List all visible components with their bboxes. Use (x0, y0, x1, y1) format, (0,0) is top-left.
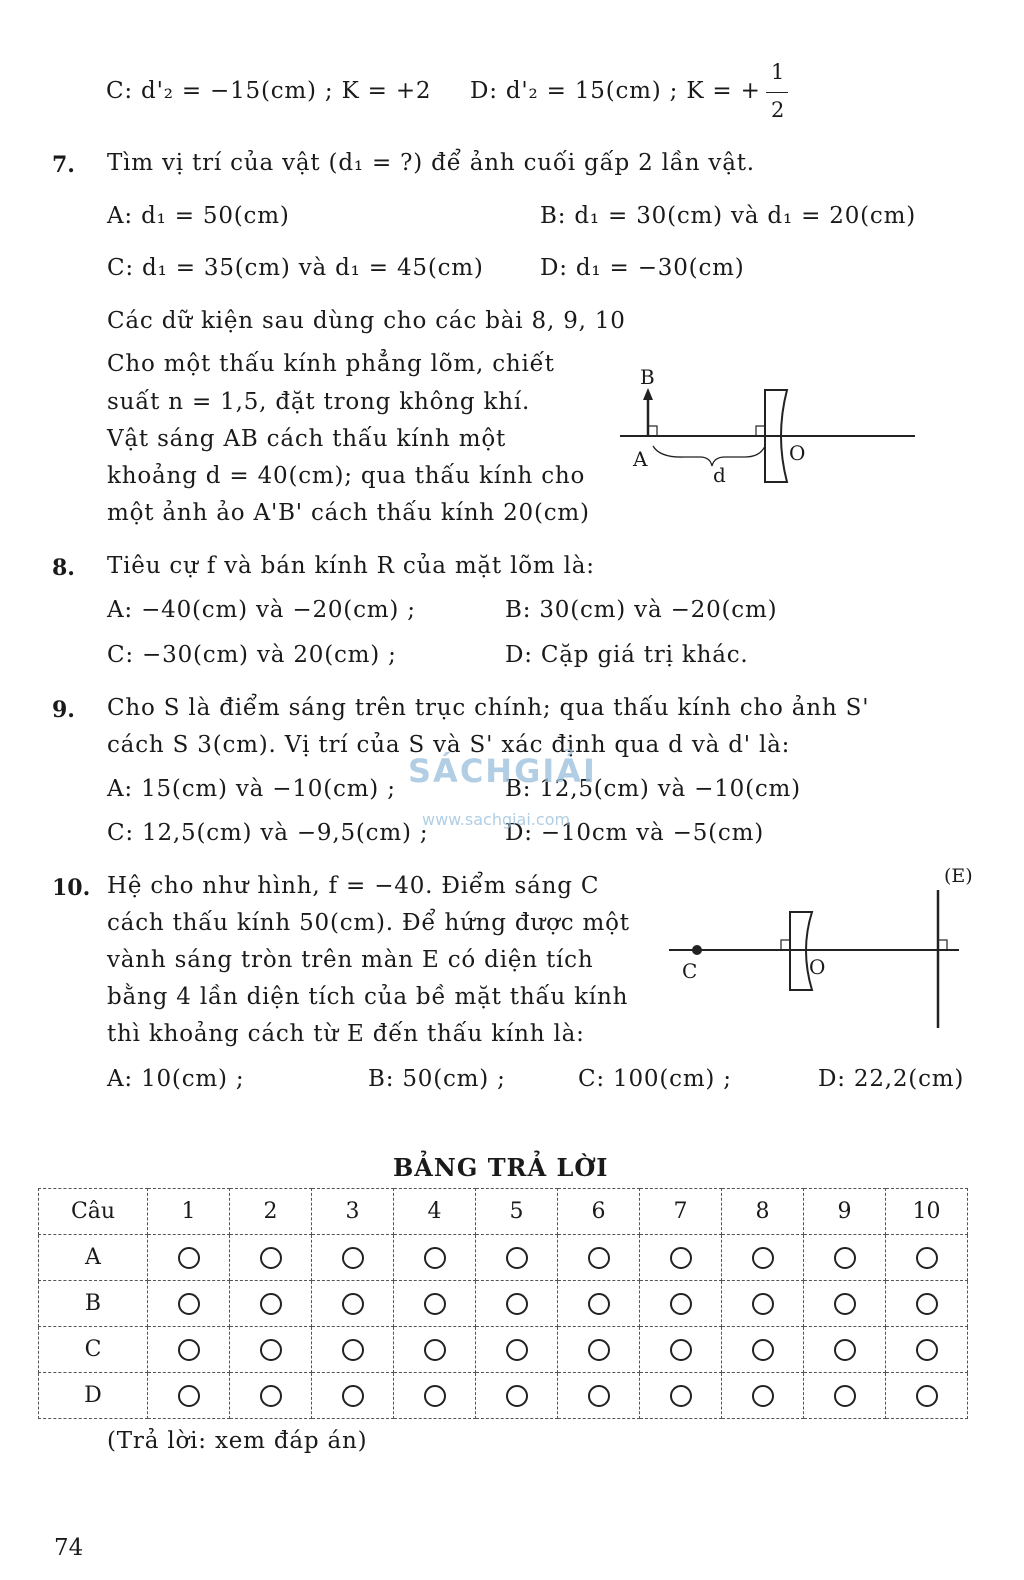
q6-option-c: C: d'₂ = −15(cm) ; K = +2 (106, 78, 432, 104)
label-e: (E) (944, 865, 973, 887)
answer-bubble[interactable] (640, 1235, 722, 1281)
answer-bubble[interactable] (476, 1235, 558, 1281)
q7-option-d: D: d₁ = −30(cm) (540, 255, 745, 281)
q9-option-a: A: 15(cm) và −10(cm) ; (107, 776, 396, 802)
col-header: 2 (230, 1189, 312, 1235)
answer-bubble[interactable] (148, 1235, 230, 1281)
answer-bubble[interactable] (148, 1327, 230, 1373)
answer-bubble[interactable] (476, 1327, 558, 1373)
answer-bubble[interactable] (394, 1327, 476, 1373)
q10-line-4: bằng 4 lần diện tích của bề mặt thấu kính (107, 984, 629, 1010)
shared-line-1: Cho một thấu kính phẳng lõm, chiết (107, 351, 555, 377)
shared-line-3: Vật sáng AB cách thấu kính một (107, 426, 507, 452)
answer-bubble[interactable] (394, 1281, 476, 1327)
answer-bubble[interactable] (640, 1281, 722, 1327)
answer-bubble[interactable] (804, 1281, 886, 1327)
q10-option-c: C: 100(cm) ; (578, 1066, 732, 1092)
q9-option-b: B: 12,5(cm) và −10(cm) (505, 776, 801, 802)
answer-bubble[interactable] (722, 1373, 804, 1419)
col-header: 3 (312, 1189, 394, 1235)
row-label: B (39, 1281, 148, 1327)
q7-option-a: A: d₁ = 50(cm) (107, 203, 290, 229)
answer-bubble[interactable] (394, 1373, 476, 1419)
col-header: 7 (640, 1189, 722, 1235)
label-o: O (789, 441, 806, 465)
q9-line-2: cách S 3(cm). Vị trí của S và S' xác định qua d và d' là: (107, 732, 791, 758)
row-label: C (39, 1327, 148, 1373)
table-row (39, 1235, 968, 1281)
answer-bubble[interactable] (722, 1327, 804, 1373)
table-row (39, 1373, 968, 1419)
answer-bubble[interactable] (722, 1281, 804, 1327)
q8-option-b: B: 30(cm) và −20(cm) (505, 597, 778, 623)
col-header: 1 (148, 1189, 230, 1235)
shared-line-2: suất n = 1,5, đặt trong không khí. (107, 389, 531, 415)
shared-intro: Các dữ kiện sau dùng cho các bài 8, 9, 10 (107, 308, 626, 334)
answer-bubble[interactable] (148, 1373, 230, 1419)
answer-bubble[interactable] (148, 1281, 230, 1327)
q7-option-c: C: d₁ = 35(cm) và d₁ = 45(cm) (107, 255, 484, 281)
table-row (39, 1281, 968, 1327)
shared-line-4: khoảng d = 40(cm); qua thấu kính cho (107, 463, 586, 489)
answer-bubble[interactable] (230, 1235, 312, 1281)
header-label: Câu (39, 1189, 148, 1235)
q8-text: Tiêu cự f và bán kính R của mặt lõm là: (107, 553, 595, 579)
col-header: 5 (476, 1189, 558, 1235)
answer-note: (Trả lời: xem đáp án) (107, 1428, 368, 1454)
label-d: d (713, 463, 726, 487)
col-header: 4 (394, 1189, 476, 1235)
q8-option-c: C: −30(cm) và 20(cm) ; (107, 642, 397, 668)
q10-option-a: A: 10(cm) ; (107, 1066, 245, 1092)
answer-bubble[interactable] (230, 1281, 312, 1327)
q9-option-d: D: −10cm và −5(cm) (505, 820, 764, 846)
answer-bubble[interactable] (886, 1327, 968, 1373)
answer-bubble[interactable] (558, 1327, 640, 1373)
answer-bubble[interactable] (558, 1281, 640, 1327)
answer-bubble[interactable] (312, 1327, 394, 1373)
row-label: A (39, 1235, 148, 1281)
answer-bubble[interactable] (640, 1327, 722, 1373)
q8-option-d: D: Cặp giá trị khác. (505, 642, 749, 668)
q6-fraction-bar (766, 92, 788, 93)
col-header: 6 (558, 1189, 640, 1235)
q10-line-2: cách thấu kính 50(cm). Để hứng được một (107, 910, 630, 936)
watermark-url: www.sachgiai.com (422, 810, 571, 829)
table-header-row (39, 1189, 968, 1235)
answer-bubble[interactable] (230, 1327, 312, 1373)
answer-table-title: BẢNG TRẢ LỜI (393, 1153, 609, 1182)
answer-bubble[interactable] (394, 1235, 476, 1281)
q9-number: 9. (52, 697, 75, 723)
lens-screen-diagram (664, 862, 984, 1037)
answer-bubble[interactable] (230, 1373, 312, 1419)
q9-option-c: C: 12,5(cm) và −9,5(cm) ; (107, 820, 429, 846)
answer-bubble[interactable] (476, 1373, 558, 1419)
col-header: 10 (886, 1189, 968, 1235)
q10-option-d: D: 22,2(cm) (818, 1066, 965, 1092)
q10-line-1: Hệ cho như hình, f = −40. Điểm sáng C (107, 873, 600, 899)
q6-fraction-denominator: 2 (771, 98, 786, 122)
label-o: O (809, 955, 826, 979)
q10-line-3: vành sáng tròn trên màn E có diện tích (107, 947, 594, 973)
label-a: A (633, 447, 648, 471)
answer-bubble[interactable] (312, 1235, 394, 1281)
answer-bubble[interactable] (886, 1235, 968, 1281)
label-b: B (640, 365, 655, 389)
answer-bubble[interactable] (558, 1235, 640, 1281)
answer-bubble[interactable] (312, 1281, 394, 1327)
q10-number: 10. (52, 875, 91, 901)
answer-bubble[interactable] (476, 1281, 558, 1327)
answer-bubble[interactable] (804, 1327, 886, 1373)
answer-bubble[interactable] (722, 1235, 804, 1281)
label-c: C (682, 959, 698, 983)
page-number: 74 (54, 1535, 84, 1561)
table-row (39, 1327, 968, 1373)
answer-bubble[interactable] (312, 1373, 394, 1419)
q6-option-d: D: d'₂ = 15(cm) ; K = + (470, 78, 761, 104)
q6-fraction-numerator: 1 (771, 60, 786, 84)
lens-diagram-ab (615, 360, 920, 500)
answer-bubble[interactable] (640, 1373, 722, 1419)
q8-option-a: A: −40(cm) và −20(cm) ; (107, 597, 416, 623)
q8-number: 8. (52, 555, 75, 581)
light-point-c (692, 945, 702, 955)
q7-text: Tìm vị trí của vật (d₁ = ?) để ảnh cuối gấp 2 lần vật. (107, 150, 755, 176)
q10-line-5: thì khoảng cách từ E đến thấu kính là: (107, 1021, 585, 1047)
answer-table (38, 1188, 968, 1419)
col-header: 8 (722, 1189, 804, 1235)
answer-bubble[interactable] (804, 1235, 886, 1281)
col-header: 9 (804, 1189, 886, 1235)
q7-option-b: B: d₁ = 30(cm) và d₁ = 20(cm) (540, 203, 916, 229)
answer-bubble[interactable] (558, 1373, 640, 1419)
q9-line-1: Cho S là điểm sáng trên trục chính; qua thấu kính cho ảnh S' (107, 695, 870, 721)
row-label: D (39, 1373, 148, 1419)
shared-line-5: một ảnh ảo A'B' cách thấu kính 20(cm) (107, 500, 590, 526)
answer-bubble[interactable] (886, 1281, 968, 1327)
q10-option-b: B: 50(cm) ; (368, 1066, 506, 1092)
answer-bubble[interactable] (886, 1373, 968, 1419)
watermark-brand: SÁCHGIẢI (408, 752, 597, 790)
q7-number: 7. (52, 152, 75, 178)
answer-bubble[interactable] (804, 1373, 886, 1419)
